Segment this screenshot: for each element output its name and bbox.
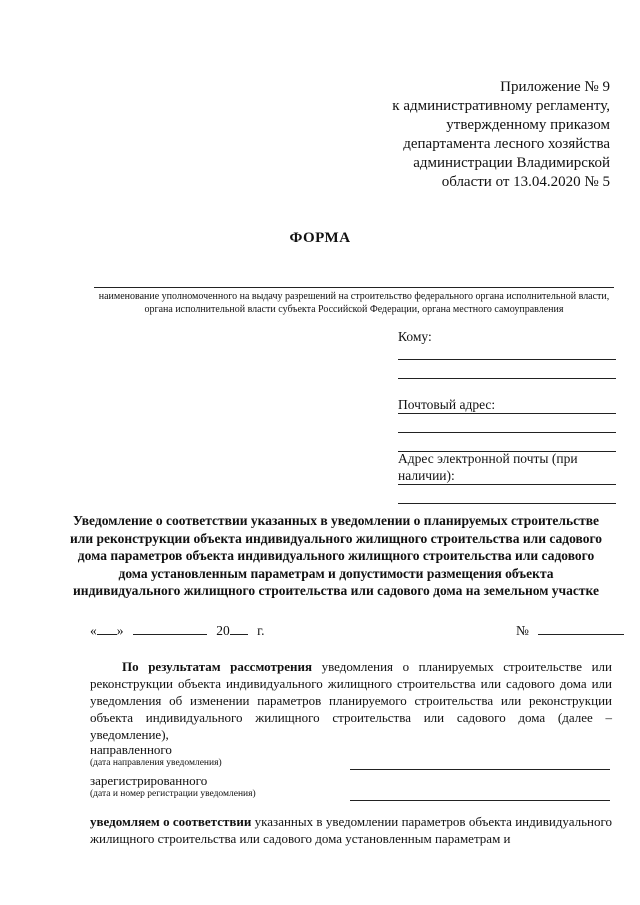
to-line [398, 341, 616, 360]
paragraph-notify-text: указанных в уведомлении параметров объекта индивидуального жилищного строительства или садового дома установленным параметрам и [90, 814, 612, 846]
date-row [90, 622, 265, 639]
paragraph-review [90, 658, 612, 743]
sent-caption: (дата направления уведомления) [90, 758, 222, 768]
year-suffix: г. [257, 623, 265, 638]
close-quote: » [116, 623, 124, 638]
number-blank [538, 622, 624, 635]
month-blank [133, 622, 207, 635]
postal-block [398, 396, 616, 452]
number-row [516, 622, 624, 639]
appendix-line: области от 13.04.2020 № 5 [441, 174, 610, 190]
registered-label: зарегистрированного [90, 773, 208, 788]
registered-line [350, 800, 610, 801]
email-label: Адрес электронной почты (при наличии): [398, 450, 616, 485]
to-label: Кому: [398, 329, 432, 344]
to-line [398, 360, 616, 379]
paragraph-notify-bold: уведомляем о соответствии [90, 814, 252, 829]
paragraph-review-bold: По результатам рассмотрения [122, 659, 313, 674]
day-blank [97, 622, 117, 635]
paragraph-review-text: уведомления о планируемых строительстве или реконструкции объекта индивидуального жилищного строительства или садового дома или уведомления об изменении параметров планируемого строительства или реконструкции объекта индивидуального жилищного строительства или садового дома (далее – уведомление), [90, 659, 612, 742]
year-prefix: 20 [216, 623, 230, 638]
org-name-caption: наименование уполномоченного на выдачу разрешений на строительство федерального органа исполнительной власти, органа исполнительной власти субъекта Российской Федерации, органа местного самоуправления [98, 291, 610, 315]
org-name-line [94, 287, 614, 288]
appendix-line: утвержденному приказом [446, 117, 610, 133]
paragraph-notify [90, 813, 612, 847]
sent-label: направленного [90, 742, 172, 757]
email-block [398, 450, 616, 504]
number-sign: № [516, 623, 529, 638]
appendix-line: к административному регламенту, [392, 98, 610, 114]
appendix-header [350, 78, 610, 192]
email-line [398, 485, 616, 504]
registered-caption: (дата и номер регистрации уведомления) [90, 789, 256, 799]
appendix-line: администрации Владимирской [413, 155, 610, 171]
postal-label: Почтовый адрес: [398, 396, 616, 414]
year-blank [230, 622, 248, 635]
appendix-line: департамента лесного хозяйства [403, 136, 610, 152]
appendix-line: Приложение № 9 [500, 79, 610, 95]
postal-line [398, 414, 616, 433]
notice-title: Уведомление о соответствии указанных в уведомлении о планируемых строительстве или реконструкции объекта индивидуального жилищного строительства или садового дома параметров объекта индивидуального жилищного строительства или садового дома установленным параметрам и допустимости размещения объекта индивидуального жилищного строительства или садового дома на земельном участке [70, 513, 602, 598]
to-lines [398, 341, 616, 379]
open-quote: « [90, 623, 97, 638]
form-title: ФОРМА [289, 230, 351, 246]
sent-line [350, 769, 610, 770]
